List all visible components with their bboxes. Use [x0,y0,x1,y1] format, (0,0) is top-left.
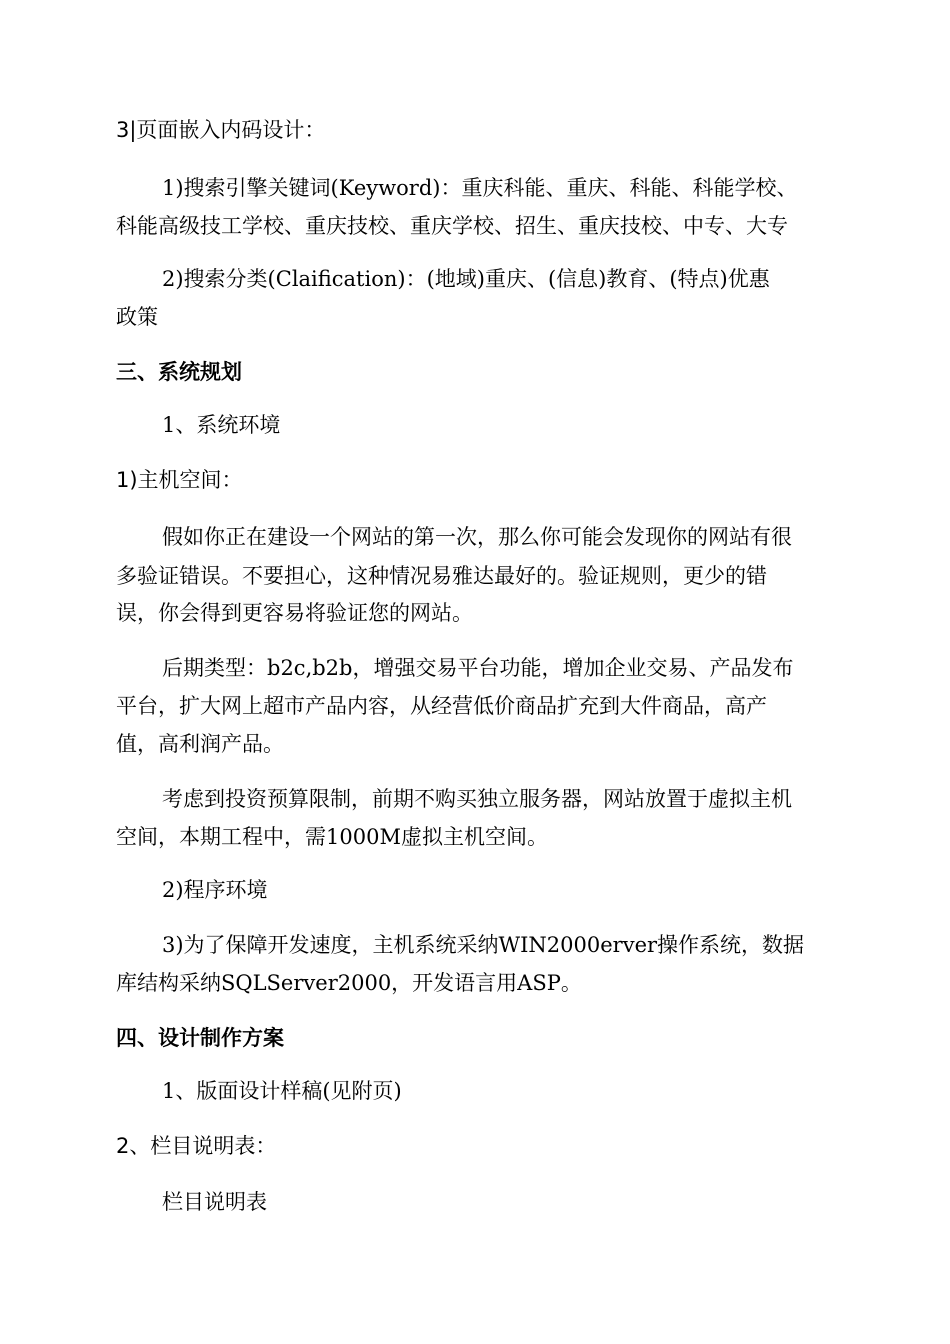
table-caption-column-description: 栏目说明表 [162,1190,267,1214]
section-heading-system-planning: 三、系统规划 [116,360,242,384]
paragraph-validation-line3: 误，你会得到更容易将验证您的网站。 [116,601,473,625]
paragraph-server-line2: 库结构采纳SQLServer2000，开发语言用ASP。 [116,971,582,995]
paragraph-later-type-line2: 平台，扩大网上超市产品内容，从经营低价商品扩充到大件商品，高产 [116,694,767,718]
subheading-column-table: 2、栏目说明表： [116,1134,277,1158]
subheading-host-space: 1)主机空间： [116,468,243,492]
section-heading-design-plan: 四、设计制作方案 [116,1026,284,1050]
paragraph-later-type-line3: 值，高利润产品。 [116,732,284,756]
paragraph-server-line1: 3)为了保障开发速度，主机系统采纳WIN2000erver操作系统，数据 [162,933,805,957]
subheading-system-environment: 1、系统环境 [162,413,281,437]
paragraph-classification-line1: 2)搜索分类(Claification)：(地域)重庆、(信息)教育、(特点)优惠 [162,267,770,291]
paragraph-validation-line1: 假如你正在建设一个网站的第一次，那么你可能会发现你的网站有很 [162,525,792,549]
paragraph-later-type-line1: 后期类型：b2c,b2b，增强交易平台功能，增加企业交易、产品发布 [162,656,794,680]
paragraph-budget-line1: 考虑到投资预算限制，前期不购买独立服务器，网站放置于虚拟主机 [162,787,792,811]
heading-embed-code: 3|页面嵌入内码设计： [116,118,326,142]
paragraph-validation-line2: 多验证错误。不要担心，这种情况易雅达最好的。验证规则，更少的错 [116,564,767,588]
paragraph-keywords-line1: 1)搜索引擎关键词(Keyword)：重庆科能、重庆、科能、科能学校、 [162,176,798,200]
paragraph-keywords-line2: 科能高级技工学校、重庆技校、重庆学校、招生、重庆技校、中专、大专 [116,214,788,238]
paragraph-budget-line2: 空间，本期工程中，需1000M虚拟主机空间。 [116,825,548,849]
paragraph-classification-line2: 政策 [116,305,158,329]
subheading-layout-sample: 1、版面设计样稿(见附页) [162,1079,402,1103]
subheading-program-environment: 2)程序环境 [162,878,268,902]
